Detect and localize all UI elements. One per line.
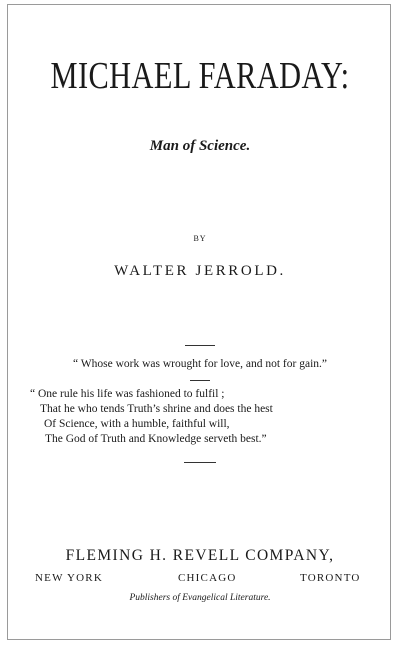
epigraph-quote: “ Whose work was wrought for love, and not for gain.” [73, 358, 327, 370]
author-name: WALTER JERROLD. [114, 263, 286, 279]
book-subtitle: Man of Science. [149, 138, 251, 154]
divider-rule-top [185, 345, 215, 346]
poem-line-3: Of Science, with a humble, faithful will, [44, 418, 230, 430]
poem-line-1: “ One rule his life was fashioned to fulfil ; [30, 388, 225, 400]
publisher-tagline: Publishers of Evangelical Literature. [129, 593, 271, 603]
epigraph-poem [30, 387, 273, 447]
city-toronto: TORONTO [300, 572, 361, 584]
divider-rule-bottom [184, 462, 216, 463]
city-chicago: CHICAGO [178, 572, 237, 584]
poem-line-4: The God of Truth and Knowledge serveth best.” [45, 433, 267, 445]
divider-rule-middle [190, 380, 210, 381]
city-new-york: NEW YORK [35, 572, 103, 584]
book-title: MICHAEL FARADAY: [50, 55, 350, 97]
poem-line-2: That he who tends Truth’s shrine and does the hest [40, 403, 273, 415]
publisher-name: FLEMING H. REVELL COMPANY, [65, 547, 335, 564]
by-line: BY [193, 234, 207, 243]
